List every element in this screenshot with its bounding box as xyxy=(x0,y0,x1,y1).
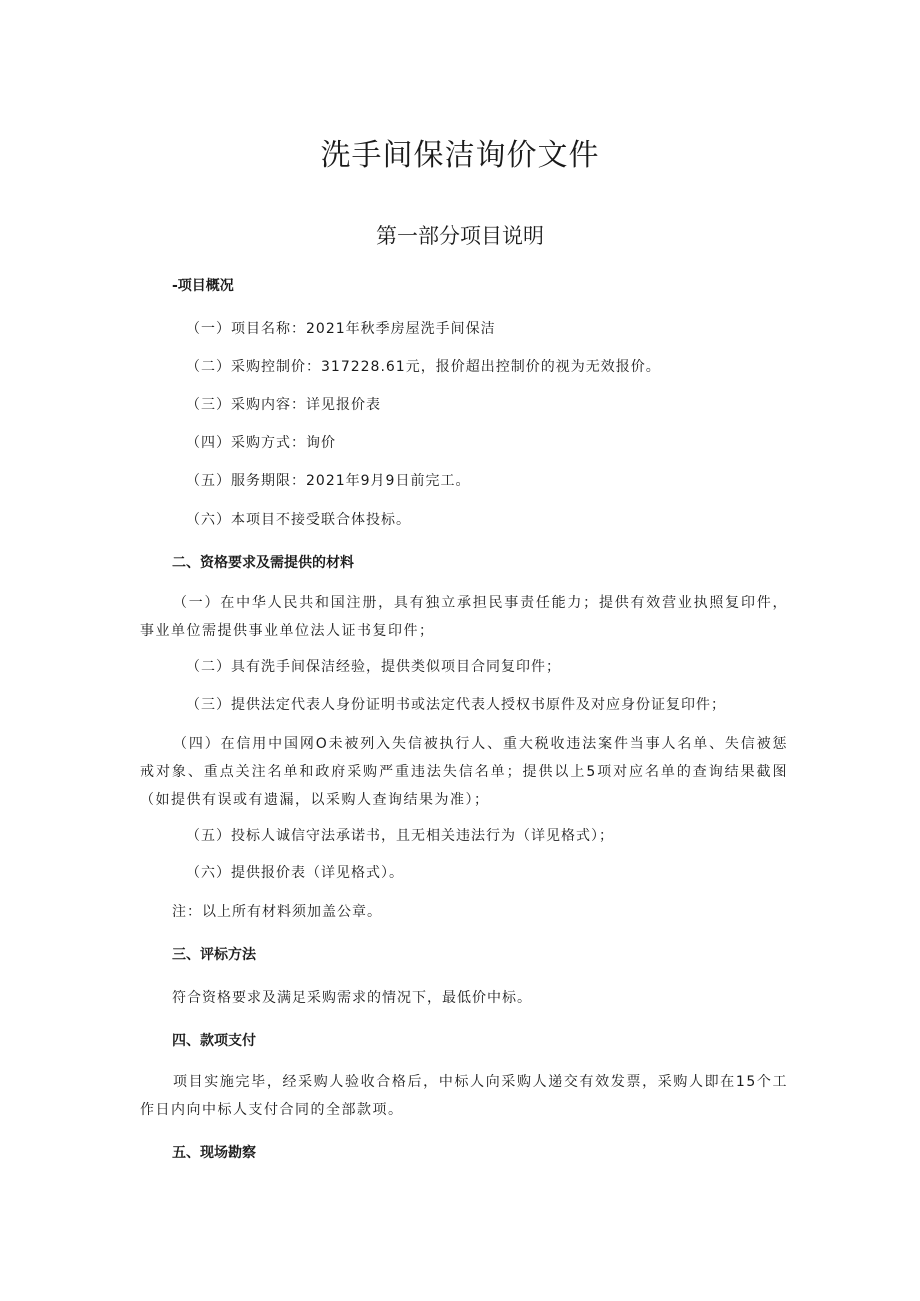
payment-text: 项目实施完毕，经采购人验收合格后，中标人向采购人递交有效发票，采购人即在15个工作日内向中标人支付合同的全部款项。 xyxy=(140,1074,788,1118)
qualification-item-experience: （二）具有洗手间保洁经验，提供类似项目合同复印件； xyxy=(186,659,561,675)
section-heading-payment: 四、款项支付 xyxy=(172,1033,256,1049)
section-heading-evaluation: 三、评标方法 xyxy=(172,947,256,963)
qualification-item-representative: （三）提供法定代表人身份证明书或法定代表人授权书原件及对应身份证复印件； xyxy=(186,697,726,713)
qualification-item-registration: （一）在中华人民共和国注册，具有独立承担民事责任能力；提供有效营业执照复印件，事业单位需提供事业单位法人证书复印件； xyxy=(140,595,788,639)
qualification-item-quotation: （六）提供报价表（详见格式）。 xyxy=(186,865,404,881)
overview-item-content: （三）采购内容：详见报价表 xyxy=(186,397,381,413)
qualification-note: 注：以上所有材料须加盖公章。 xyxy=(172,904,382,920)
section-heading-qualifications: 二、资格要求及需提供的材料 xyxy=(172,555,354,571)
section-heading-overview: -项目概况 xyxy=(172,278,234,294)
overview-item-project-name: （一）项目名称：2021年秋季房屋洗手间保洁 xyxy=(186,321,496,337)
overview-item-service-period: （五）服务期限：2021年9月9日前完工。 xyxy=(186,473,471,489)
overview-item-no-consortium: （六）本项目不接受联合体投标。 xyxy=(186,512,411,528)
evaluation-text: 符合资格要求及满足采购需求的情况下，最低价中标。 xyxy=(172,990,532,1006)
qualification-item-integrity-pledge: （五）投标人诚信守法承诺书，且无相关违法行为（详见格式）； xyxy=(186,828,614,844)
overview-item-method: （四）采购方式：询价 xyxy=(186,435,336,451)
overview-item-control-price: （二）采购控制价：317228.61元，报价超出控制价的视为无效报价。 xyxy=(186,359,661,375)
document-title: 洗手间保洁询价文件 xyxy=(320,138,600,173)
part-title: 第一部分项目说明 xyxy=(376,224,544,248)
qualification-item-credit-check: （四）在信用中国网O未被列入失信被执行人、重大税收违法案件当事人名单、失信被惩戒对象、重点关注名单和政府采购严重违法失信名单；提供以上5项对应名单的查询结果截图（如提供有误或有遗漏，以采购人查询结果为准）； xyxy=(140,736,788,808)
section-heading-site-survey: 五、现场勘察 xyxy=(172,1145,256,1161)
